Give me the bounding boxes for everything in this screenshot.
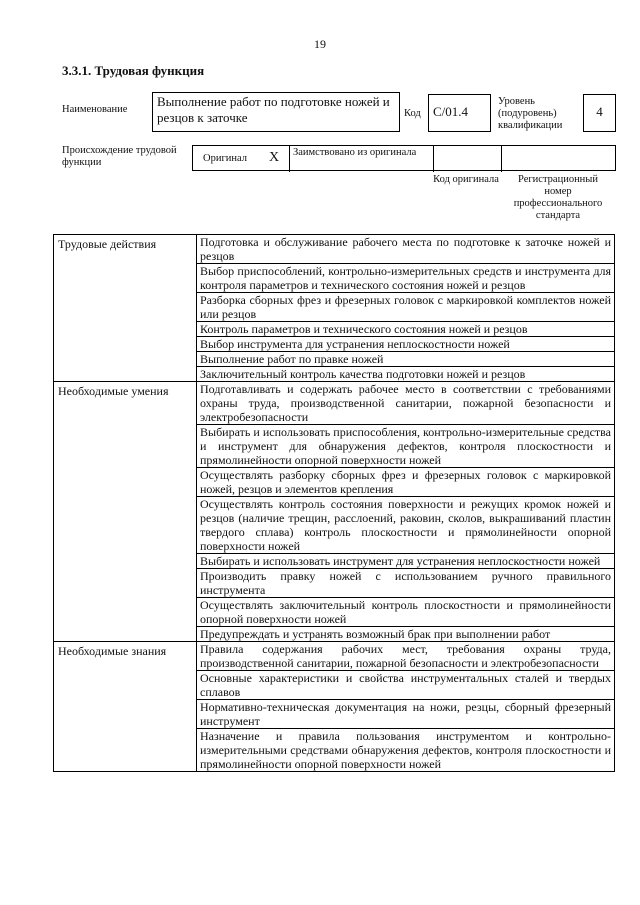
- origin-table: [192, 145, 616, 171]
- code-label: Код: [404, 108, 421, 119]
- function-code-box: C/01.4: [428, 94, 491, 132]
- section-title-knowledge: Необходимые знания: [54, 642, 197, 772]
- table-row: [54, 235, 615, 264]
- original-label: Оригинал: [203, 153, 247, 164]
- origin-label: Происхождение трудовой функции: [62, 145, 177, 168]
- borrowed-cell: [289, 146, 433, 172]
- function-details-table: [53, 234, 615, 772]
- table-cell: Контроль параметров и технического состояния ножей и резцов: [197, 322, 615, 337]
- section-heading: 3.3.1. Трудовая функция: [62, 63, 205, 78]
- table-row: [54, 642, 615, 671]
- table-cell: Выполнение работ по правке ножей: [197, 352, 615, 367]
- table-cell: Подготовка и обслуживание рабочего места по подготовке к заточке ножей и резцов: [197, 235, 615, 264]
- original-code-caption: Код оригинала: [433, 174, 499, 185]
- function-name-box: Выполнение работ по подготовке ножей и резцов к заточке: [152, 92, 400, 132]
- table-cell: Правила содержания рабочих мест, требования охраны труда, производственной санитарии, пожарной безопасности и электробезопасности: [197, 642, 615, 671]
- borrowed-label: Заимствовано из оригинала: [293, 147, 417, 158]
- table-cell: Назначение и правила пользования инструментом и контрольно-измерительными средствами обнаружения дефектов, контроля плоскостности и прямолинейности опорной поверхности ножей: [197, 729, 615, 772]
- table-cell: Разборка сборных фрез и фрезерных головок с маркировкой комплектов ножей или резцов: [197, 293, 615, 322]
- name-label: Наименование: [62, 104, 128, 115]
- table-row: [54, 382, 615, 425]
- table-cell: Нормативно-техническая документация на ножи, резцы, сборный фрезерный инструмент: [197, 700, 615, 729]
- table-cell: Осуществлять разборку сборных фрез и фрезерных головок с маркировкой ножей, резцов и элементов крепления: [197, 468, 615, 497]
- table-cell: Предупреждать и устранять возможный брак при выполнении работ: [197, 627, 615, 642]
- table-cell: Выбирать и использовать приспособления, контрольно-измерительные средства и инструмент для обнаружения дефектов, контроля плоскостности и прямолинейности опорной поверхности ножей: [197, 425, 615, 468]
- original-code-cell: [433, 146, 501, 172]
- reg-number-caption: Регистрационный номер профессионального стандарта: [513, 174, 603, 221]
- section-title-skills: Необходимые умения: [54, 382, 197, 642]
- table-cell: Подготавливать и содержать рабочее место в соответствии с требованиями охраны труда, производственной санитарии, пожарной безопасности и электробезопасности: [197, 382, 615, 425]
- table-cell: Осуществлять заключительный контроль плоскостности и прямолинейности опорной поверхности ножей: [197, 598, 615, 627]
- section-title-actions: Трудовые действия: [54, 235, 197, 382]
- qualification-level-label: Уровень (подуровень) квалификации: [498, 96, 563, 131]
- table-cell: Заключительный контроль качества подготовки ножей и резцов: [197, 367, 615, 382]
- table-cell: Выбор инструмента для устранения неплоскостности ножей: [197, 337, 615, 352]
- table-cell: Осуществлять контроль состояния поверхности и режущих кромок ножей и резцов (наличие трещин, расслоений, раковин, сколов, выкрашиваний пластин твердого сплава) контроль плоскостности и прямолинейности опорной поверхности ножей: [197, 497, 615, 554]
- table-cell: Производить правку ножей с использованием ручного правильного инструмента: [197, 569, 615, 598]
- qualification-level-box: 4: [583, 94, 616, 132]
- table-cell: Выбор приспособлений, контрольно-измерительных средств и инструмента для контроля параметров и технического состояния ножей и резцов: [197, 264, 615, 293]
- page-number: 19: [314, 37, 326, 51]
- original-checkmark: X: [269, 150, 280, 165]
- table-cell: Выбирать и использовать инструмент для устранения неплоскостности ножей: [197, 554, 615, 569]
- reg-number-cell: [501, 146, 617, 172]
- table-cell: Основные характеристики и свойства инструментальных сталей и твердых сплавов: [197, 671, 615, 700]
